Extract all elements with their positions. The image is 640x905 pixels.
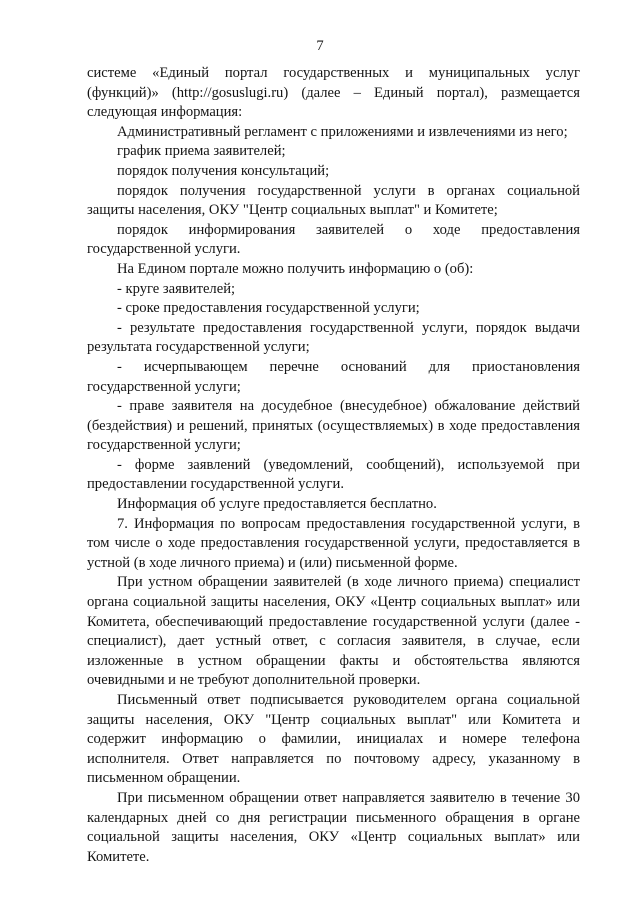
paragraph: системе «Единый портал государственных и муниципальных услуг (функций)» (http://gosuslugi.ru) (далее – Единый портал), размещается следующая информация: [87,65,580,121]
paragraph: Письменный ответ подписывается руководителем органа социальной защиты населения, ОКУ "Центр социальных выплат" или Комитета и содержит информацию о фамилии, инициалах и номере телефона исполнителя. Ответ направляется по почтовому адресу, указанному в письменном обращении. [87,692,580,787]
paragraph: - сроке предоставления государственной услуги; [117,300,420,317]
paragraph: На Едином портале можно получить информацию о (об): [117,260,474,277]
paragraph: При письменном обращении ответ направляется заявителю в течение 30 календарных дней со дня регистрации письменного обращения в органе социальной защиты населения, ОКУ «Центр социальных выплат» или Комитете. [87,789,580,865]
paragraph: порядок получения консультаций; [117,162,330,179]
page-number: 7 [316,38,324,54]
paragraph: - круге заявителей; [117,280,236,297]
paragraph: - праве заявителя на досудебное (внесудебное) обжалование действий (бездействия) и решений, принятых (осуществляемых) в ходе предоставления государственной услуги; [87,398,580,454]
document-body [87,64,580,867]
paragraph: порядок получения государственной услуги в органах социальной защиты населения, ОКУ "Центр социальных выплат" и Комитете; [87,182,580,219]
paragraph: - форме заявлений (уведомлений, сообщений), используемой при предоставлении государственной услуги. [87,456,580,493]
paragraph: порядок информирования заявителей о ходе предоставления государственной услуги. [87,221,580,258]
paragraph: график приема заявителей; [117,143,286,160]
paragraph: При устном обращении заявителей (в ходе личного приема) специалист органа социальной защиты населения, ОКУ «Центр социальных выплат» или Комитета, обеспечивающий предоставление государственной услуги (далее - специалист), дает устный ответ, с согласия заявителя, в случае, если изложенные в устном обращении факты и обстоятельства являются очевидными и не требуют дополнительной проверки. [87,574,580,689]
paragraph: - результате предоставления государственной услуги, порядок выдачи результата государственной услуги; [87,319,580,356]
paragraph: Информация об услуге предоставляется бесплатно. [117,496,437,513]
paragraph: 7. Информация по вопросам предоставления государственной услуги, в том числе о ходе предоставления государственной услуги, предоставляется в устной (в ходе личного приема) и (или) письменной форме. [87,515,580,571]
paragraph: - исчерпывающем перечне оснований для приостановления государственной услуги; [87,358,580,395]
paragraph: Административный регламент с приложениями и извлечениями из него; [117,123,568,140]
